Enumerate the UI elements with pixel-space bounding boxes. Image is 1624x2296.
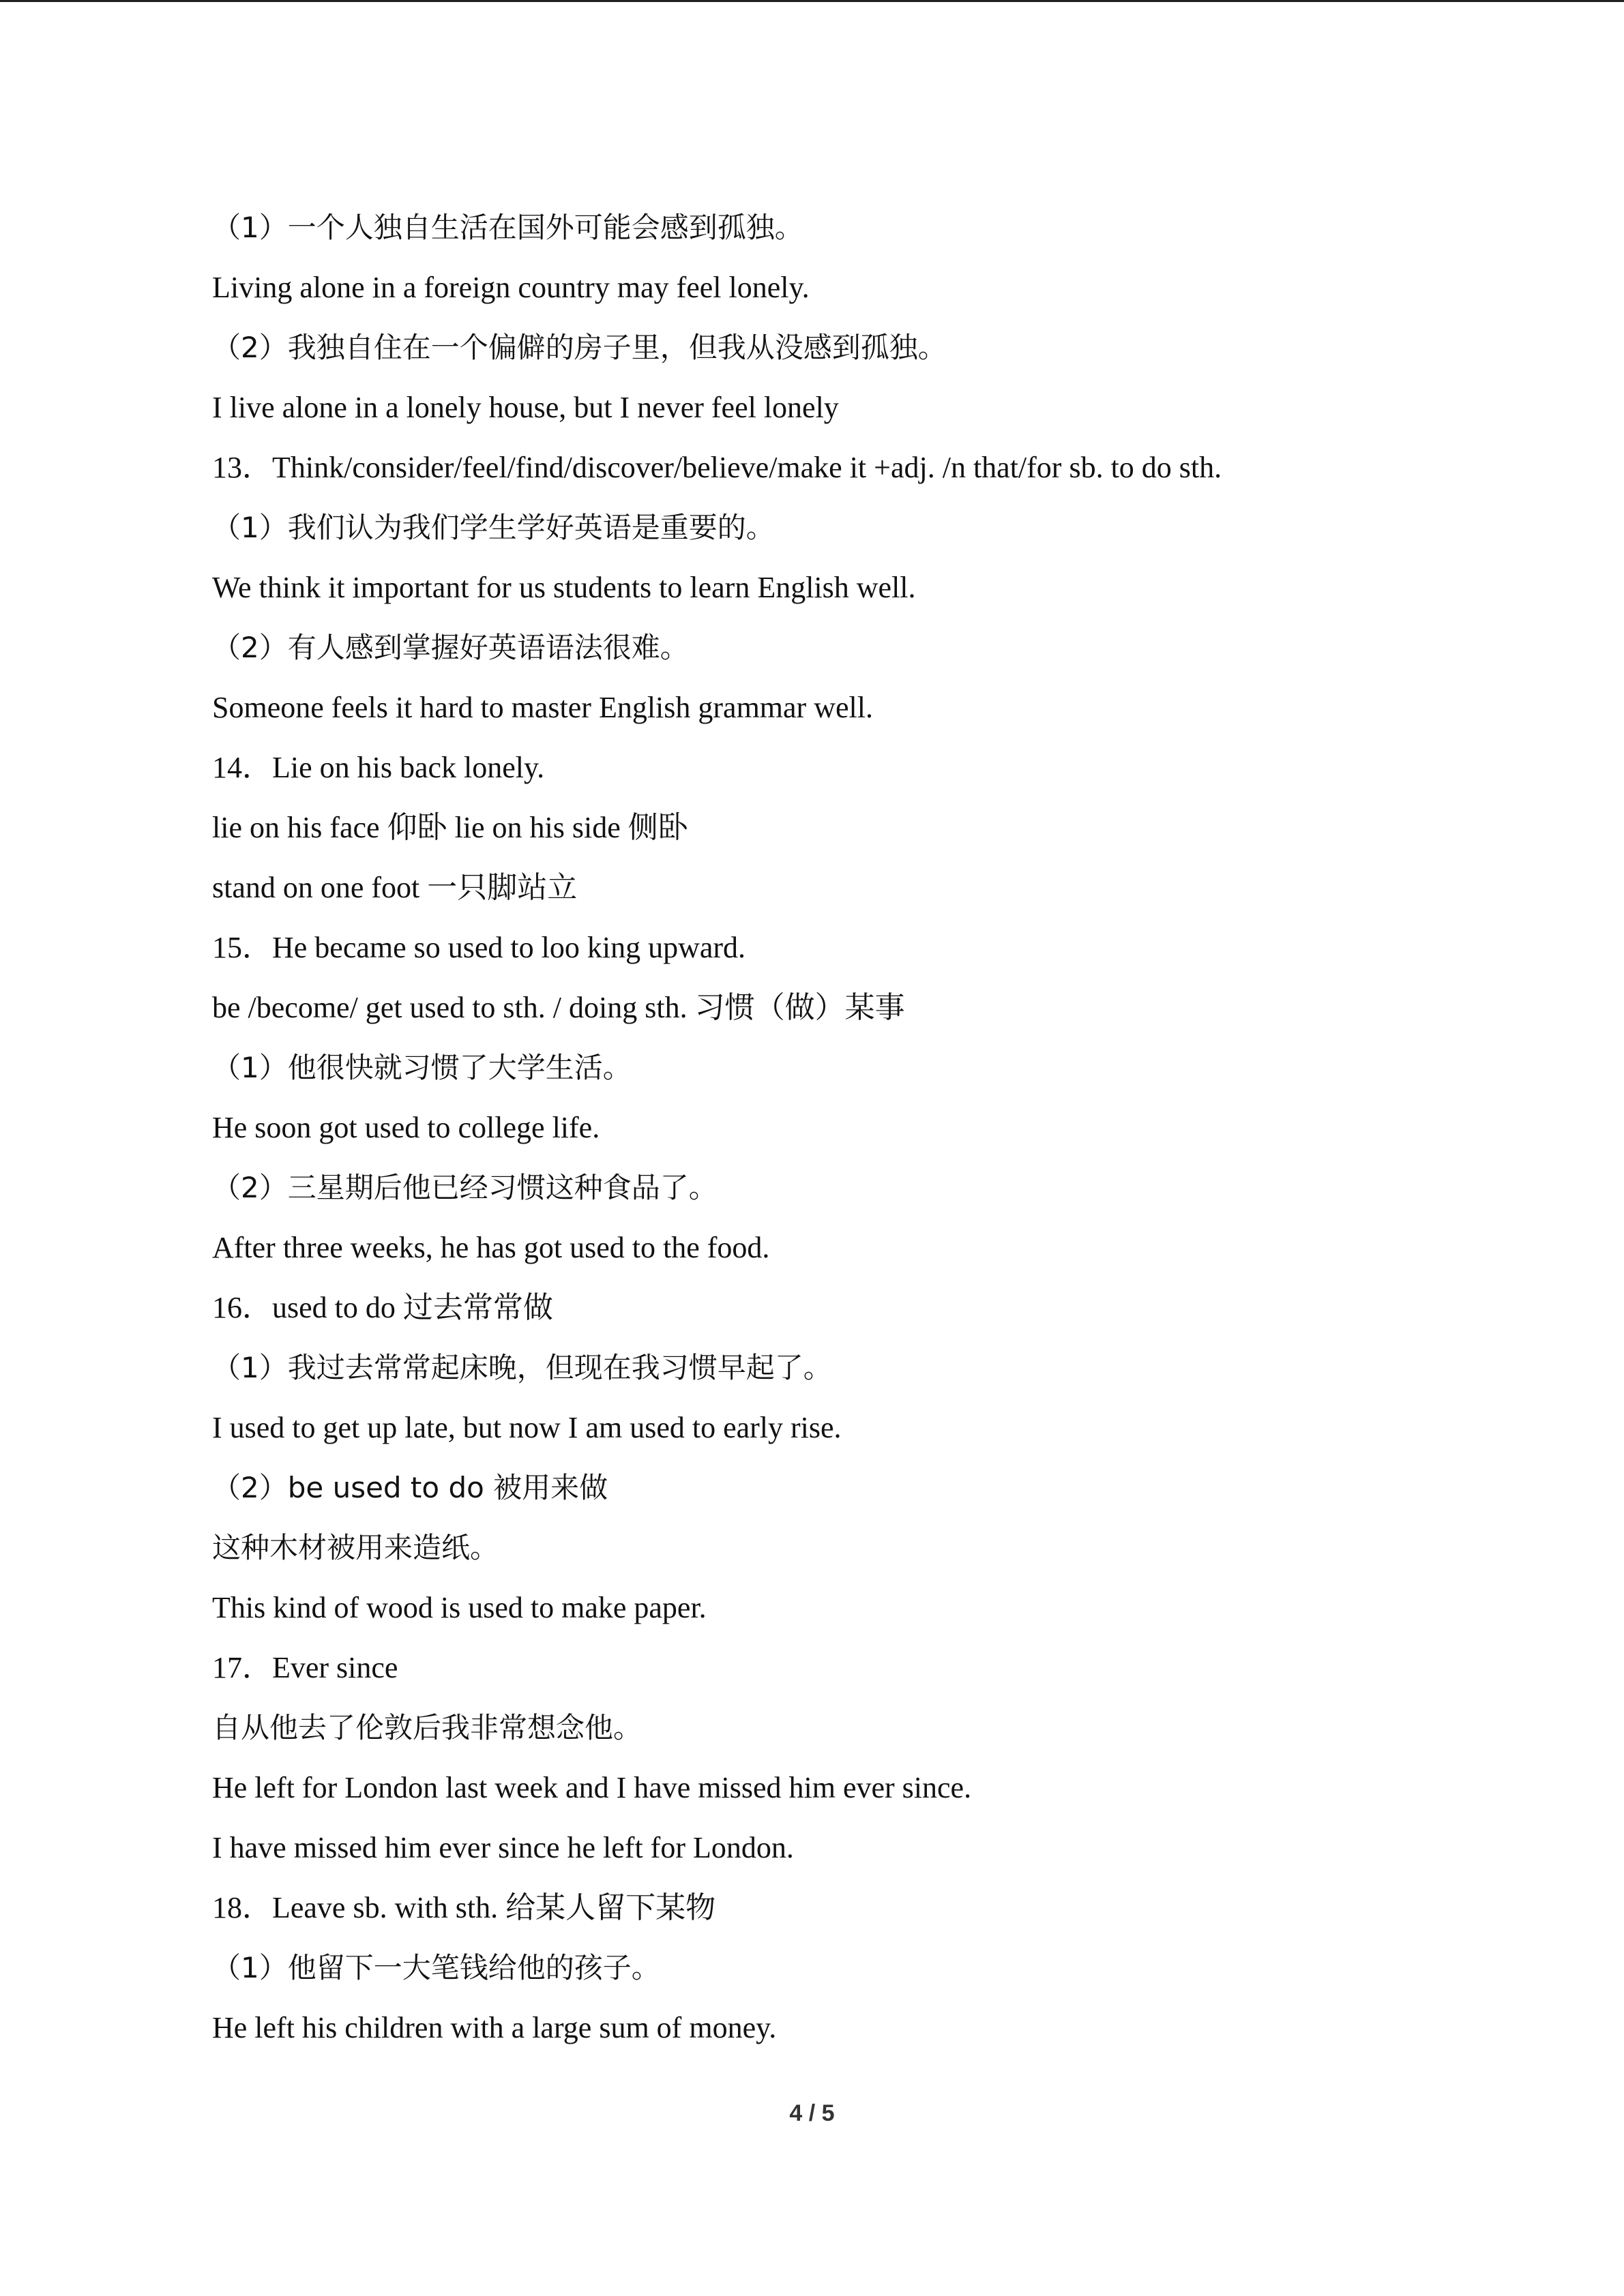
example-chinese-sentence: （2）我独自住在一个偏僻的房子里，但我从没感到孤独。	[212, 331, 947, 364]
item-heading-15: 15．He became so used to loo king upward.	[212, 931, 746, 964]
example-chinese-sentence: 自从他去了伦敦后我非常想念他。	[212, 1711, 643, 1744]
item-heading-16: 16．used to do 过去常常做	[212, 1291, 553, 1324]
top-border-rule	[0, 0, 1624, 2]
phrase-note: lie on his face 仰卧 lie on his side 侧卧	[212, 811, 688, 844]
example-english-sentence: This kind of wood is used to make paper.	[212, 1591, 707, 1624]
example-english-sentence: After three weeks, he has got used to the food.	[212, 1231, 770, 1264]
item-heading-18: 18．Leave sb. with sth. 给某人留下某物	[212, 1891, 716, 1924]
example-chinese-sentence: （1）一个人独自生活在国外可能会感到孤独。	[212, 211, 803, 244]
item-heading-17: 17．Ever since	[212, 1651, 398, 1684]
example-chinese-sentence: （1）他很快就习惯了大学生活。	[212, 1051, 632, 1084]
item-heading-14: 14．Lie on his back lonely.	[212, 751, 545, 784]
document-body	[212, 211, 1508, 2072]
example-chinese-sentence: 这种木材被用来造纸。	[212, 1531, 499, 1564]
example-english-sentence: I have missed him ever since he left for London.	[212, 1831, 794, 1864]
example-english-sentence: He left for London last week and I have missed him ever since.	[212, 1771, 972, 1804]
example-english-sentence: We think it important for us students to learn English well.	[212, 571, 916, 604]
sub-item-phrase: （2）be used to do 被用来做	[212, 1471, 608, 1504]
example-chinese-sentence: （1）我们认为我们学生学好英语是重要的。	[212, 511, 775, 544]
item-heading-13: 13．Think/consider/feel/find/discover/believe/make it +adj. /n that/for sb. to do sth.	[212, 451, 1222, 484]
example-chinese-sentence: （2）有人感到掌握好英语语法很难。	[212, 631, 689, 664]
example-chinese-sentence: （1）我过去常常起床晚，但现在我习惯早起了。	[212, 1351, 832, 1384]
example-english-sentence: Living alone in a foreign country may feel lonely.	[212, 271, 810, 304]
example-english-sentence: He left his children with a large sum of money.	[212, 2011, 777, 2044]
example-english-sentence: Someone feels it hard to master English grammar well.	[212, 691, 873, 724]
example-english-sentence: I live alone in a lonely house, but I never feel lonely	[212, 391, 839, 424]
phrase-note: stand on one foot 一只脚站立	[212, 871, 578, 904]
example-english-sentence: I used to get up late, but now I am used to early rise.	[212, 1411, 842, 1444]
example-chinese-sentence: （2）三星期后他已经习惯这种食品了。	[212, 1171, 718, 1204]
example-chinese-sentence: （1）他留下一大笔钱给他的孩子。	[212, 1951, 660, 1984]
example-english-sentence: He soon got used to college life.	[212, 1111, 600, 1144]
page-number: 4 / 5	[789, 2100, 835, 2126]
phrase-note: be /become/ get used to sth. / doing sth. 习惯（做）某事	[212, 991, 905, 1024]
